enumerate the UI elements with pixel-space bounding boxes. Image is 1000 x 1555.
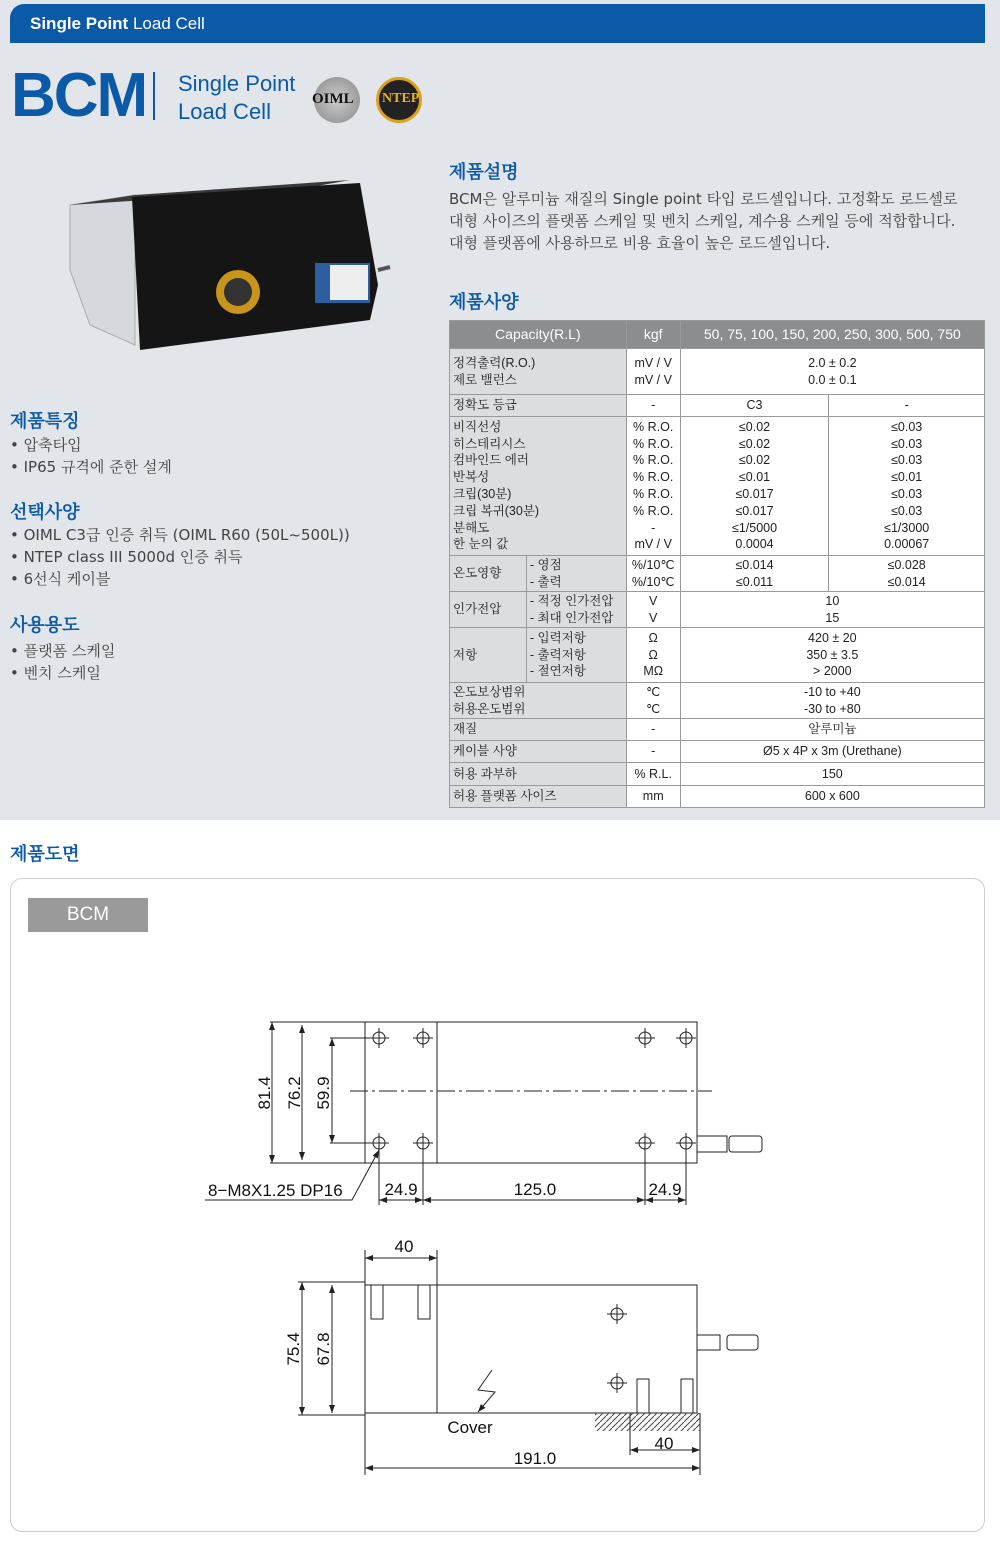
row-unit: V V	[626, 592, 680, 628]
row-label: 온도보상범위 허용온도범위	[450, 683, 627, 719]
header-cell: kgf	[626, 321, 680, 349]
subtitle-line: Load Cell	[178, 99, 271, 124]
features-title: 제품특징	[10, 411, 80, 432]
header-cell: Capacity(R.L)	[450, 321, 627, 349]
row-value: ≤0.02 ≤0.02 ≤0.02 ≤0.01 ≤0.017 ≤0.017 ≤1/5000 0.0004	[680, 417, 829, 556]
usage-title: 사용용도	[10, 615, 80, 636]
row-sublabel: - 입력저항 - 출력저항 - 절연저항	[526, 628, 626, 683]
row-label: 허용 플랫폼 사이즈	[450, 786, 627, 808]
row-value: 420 ± 20 350 ± 3.5 > 2000	[680, 628, 984, 683]
row-unit: mV / V mV / V	[626, 349, 680, 395]
row-value: 150	[680, 763, 984, 786]
dim-24-9-left: 24.9	[384, 1180, 418, 1199]
row-unit: Ω Ω MΩ	[626, 628, 680, 683]
row-unit: -	[626, 719, 680, 741]
description-line: BCM은 알루미늄 재질의 Single point 타입 로드셀입니다. 고정확도 로드셀로	[449, 190, 958, 208]
row-label: 정격출력(R.O.) 제로 밸런스	[450, 349, 627, 395]
cover-label: Cover	[447, 1418, 493, 1437]
row-label: 저항	[450, 628, 527, 683]
list-item: • IP65 규격에 준한 설계	[10, 458, 172, 476]
specs-title: 제품사양	[449, 292, 519, 313]
list-item: • 6선식 케이블	[10, 570, 111, 588]
dim-24-9-right: 24.9	[648, 1180, 682, 1199]
row-label: 케이블 사양	[450, 741, 627, 763]
ntep-logo: NTEP	[376, 77, 422, 123]
row-sublabel: - 적정 인가전압 - 최대 인가전압	[526, 592, 626, 628]
description-line: 대형 플랫폼에 사용하므로 비용 효율이 높은 로드셀입니다.	[449, 234, 831, 252]
list-item: • OIML C3급 인증 취득 (OIML R60 (50L~500L))	[10, 526, 350, 544]
row-value: Ø5 x 4P x 3m (Urethane)	[680, 741, 984, 763]
list-item: • NTEP class III 5000d 인증 취득	[10, 548, 243, 566]
row-unit: mm	[626, 786, 680, 808]
model-name: BCM	[11, 61, 147, 130]
row-label: 정확도 등급	[450, 395, 627, 417]
row-label: 재질	[450, 719, 627, 741]
row-value: ≤0.014 ≤0.011	[680, 556, 829, 592]
list-item: • 벤치 스케일	[10, 664, 101, 682]
row-value: 10 15	[680, 592, 984, 628]
row-value: 600 x 600	[680, 786, 984, 808]
drawing-title: 제품도면	[10, 844, 80, 865]
dim-59-9: 59.9	[314, 1076, 333, 1110]
row-value: 2.0 ± 0.2 0.0 ± 0.1	[680, 349, 984, 395]
list-item: • 플랫폼 스케일	[10, 642, 116, 660]
oiml-logo: OIML	[314, 77, 360, 123]
row-value: C3	[680, 395, 829, 417]
row-label: 인가전압	[450, 592, 527, 628]
model-tag: BCM	[28, 898, 148, 932]
row-unit: % R.L.	[626, 763, 680, 786]
dim-67-8: 67.8	[314, 1332, 333, 1366]
dim-191: 191.0	[513, 1449, 557, 1468]
dim-76-2: 76.2	[285, 1076, 304, 1110]
dim-40-top: 40	[394, 1237, 414, 1256]
row-value: ≤0.03 ≤0.03 ≤0.03 ≤0.01 ≤0.03 ≤0.03 ≤1/3000 0.00067	[829, 417, 985, 556]
row-unit: %/10℃ %/10℃	[626, 556, 680, 592]
side-view	[298, 1250, 758, 1475]
row-label: 비직선성 히스테리시스 컴바인드 에러 반복성 크립(30분) 크립 복귀(30분) 분해도 한 눈의 값	[450, 417, 627, 556]
row-unit: ℃ ℃	[626, 683, 680, 719]
dim-75-4: 75.4	[284, 1332, 303, 1366]
row-value: -	[829, 395, 985, 417]
subtitle-line: Single Point	[178, 71, 296, 96]
dim-40-bottom: 40	[654, 1434, 674, 1453]
description-line: 대형 사이즈의 플랫폼 스케일 및 벤치 스케일, 계수용 스케일 등에 적합합니다.	[449, 212, 956, 230]
hole-note: 8−M8X1.25 DP16	[208, 1181, 343, 1200]
category-rest: Load Cell	[132, 14, 205, 33]
top-view	[205, 1022, 762, 1205]
list-item: • 압축타입	[10, 436, 82, 454]
description-title: 제품설명	[449, 162, 519, 183]
row-unit: -	[626, 395, 680, 417]
row-value: ≤0.028 ≤0.014	[829, 556, 985, 592]
row-label: 온도영향	[450, 556, 527, 592]
row-sublabel: - 영점 - 출력	[526, 556, 626, 592]
row-unit: % R.O. % R.O. % R.O. % R.O. % R.O. % R.O. - mV / V	[626, 417, 680, 556]
options-title: 선택사양	[10, 502, 80, 523]
row-label: 허용 과부하	[450, 763, 627, 786]
row-value: 알루미늄	[680, 719, 984, 741]
category-bold: Single Point	[30, 14, 129, 33]
row-unit: -	[626, 741, 680, 763]
dim-125: 125.0	[513, 1180, 557, 1199]
row-value: -10 to +40 -30 to +80	[680, 683, 984, 719]
dim-81-4: 81.4	[255, 1076, 274, 1110]
header-cell: 50, 75, 100, 150, 200, 250, 300, 500, 750	[680, 321, 984, 349]
